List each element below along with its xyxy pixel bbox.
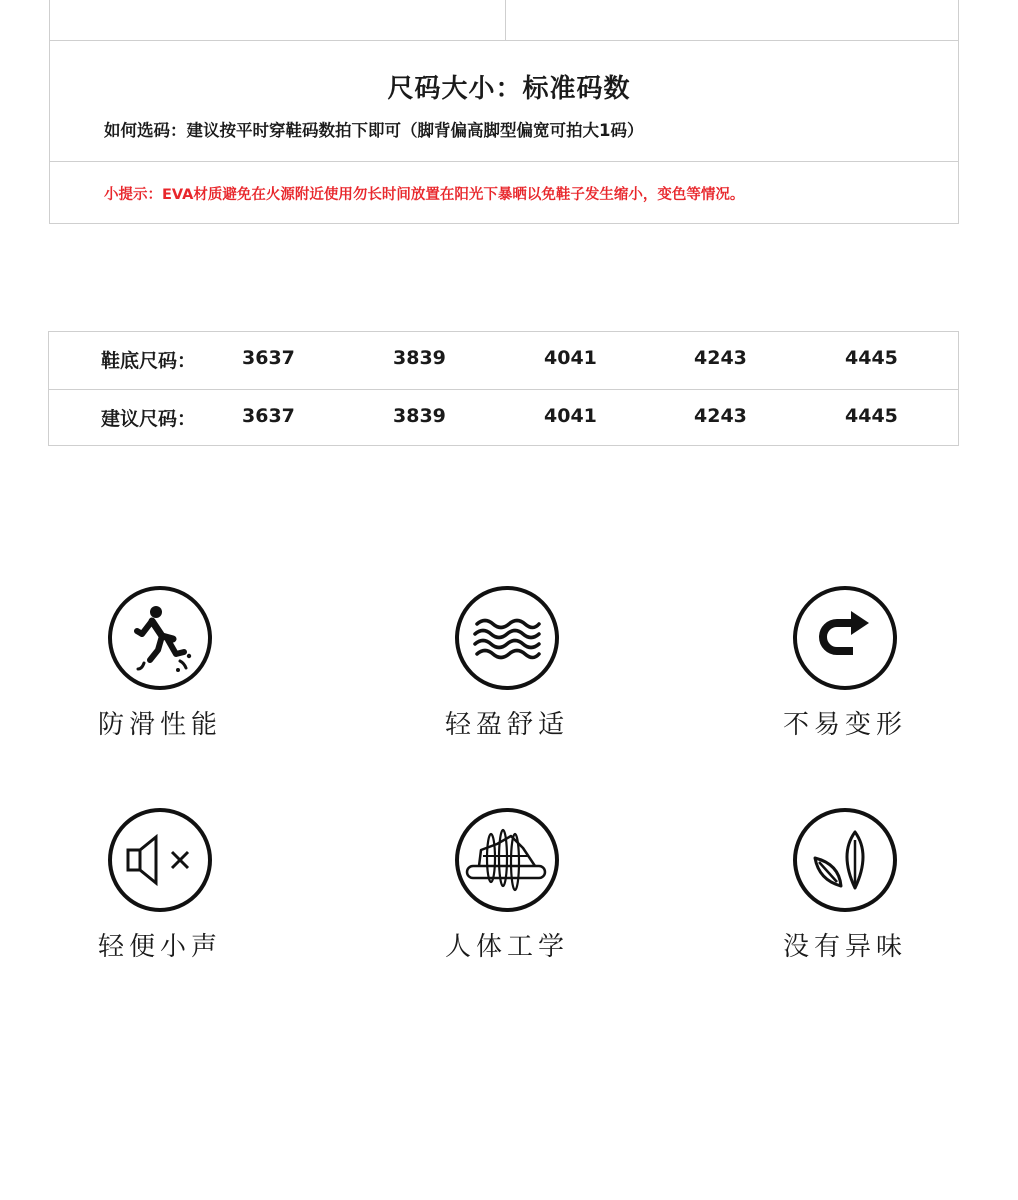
anti-slip-icon	[106, 584, 214, 692]
top-divider	[505, 0, 506, 40]
feature-lightweight	[397, 584, 617, 754]
size-advice: 如何选码：建议按平时穿鞋码数拍下即可（脚背偏高脚型偏宽可拍大1码）	[104, 121, 644, 140]
table-cell: 4445	[845, 347, 898, 369]
table-cell: 3637	[242, 405, 295, 427]
table-cell: 3839	[393, 347, 446, 369]
feature-label: 没有异味	[782, 932, 907, 962]
feature-anti-slip	[50, 584, 270, 754]
lightweight-waves-icon	[453, 584, 561, 692]
size-title: 尺码大小：标准码数	[387, 74, 631, 104]
ergonomic-sole-icon	[453, 806, 561, 914]
feature-odorless	[735, 806, 955, 976]
feature-label: 轻盈舒适	[444, 710, 569, 740]
rebound-arrow-icon	[791, 584, 899, 692]
table-row	[49, 332, 958, 388]
feature-label: 人体工学	[444, 932, 569, 962]
table-cell: 3637	[242, 347, 295, 369]
feature-ergonomic	[397, 806, 617, 976]
feature-label: 防滑性能	[97, 710, 222, 740]
size-table	[48, 331, 959, 446]
tip-divider	[50, 161, 958, 162]
top-empty-row	[50, 0, 958, 41]
table-row	[49, 389, 958, 446]
table-cell: 4445	[845, 405, 898, 427]
row-label-sole-size: 鞋底尺码：	[101, 350, 197, 372]
table-cell: 4243	[694, 405, 747, 427]
feature-no-deform	[735, 584, 955, 754]
row-label-recommended-size: 建议尺码：	[101, 408, 197, 430]
table-cell: 4243	[694, 347, 747, 369]
table-cell: 4041	[544, 347, 597, 369]
leaves-icon	[791, 806, 899, 914]
mute-speaker-icon	[106, 806, 214, 914]
feature-label: 不易变形	[782, 710, 907, 740]
feature-label: 轻便小声	[97, 932, 222, 962]
table-cell: 3839	[393, 405, 446, 427]
table-cell: 4041	[544, 405, 597, 427]
feature-quiet	[50, 806, 270, 976]
care-tip: 小提示：EVA材质避免在火源附近使用勿长时间放置在阳光下暴晒以免鞋子发生缩小，变色等情况。	[104, 187, 745, 203]
